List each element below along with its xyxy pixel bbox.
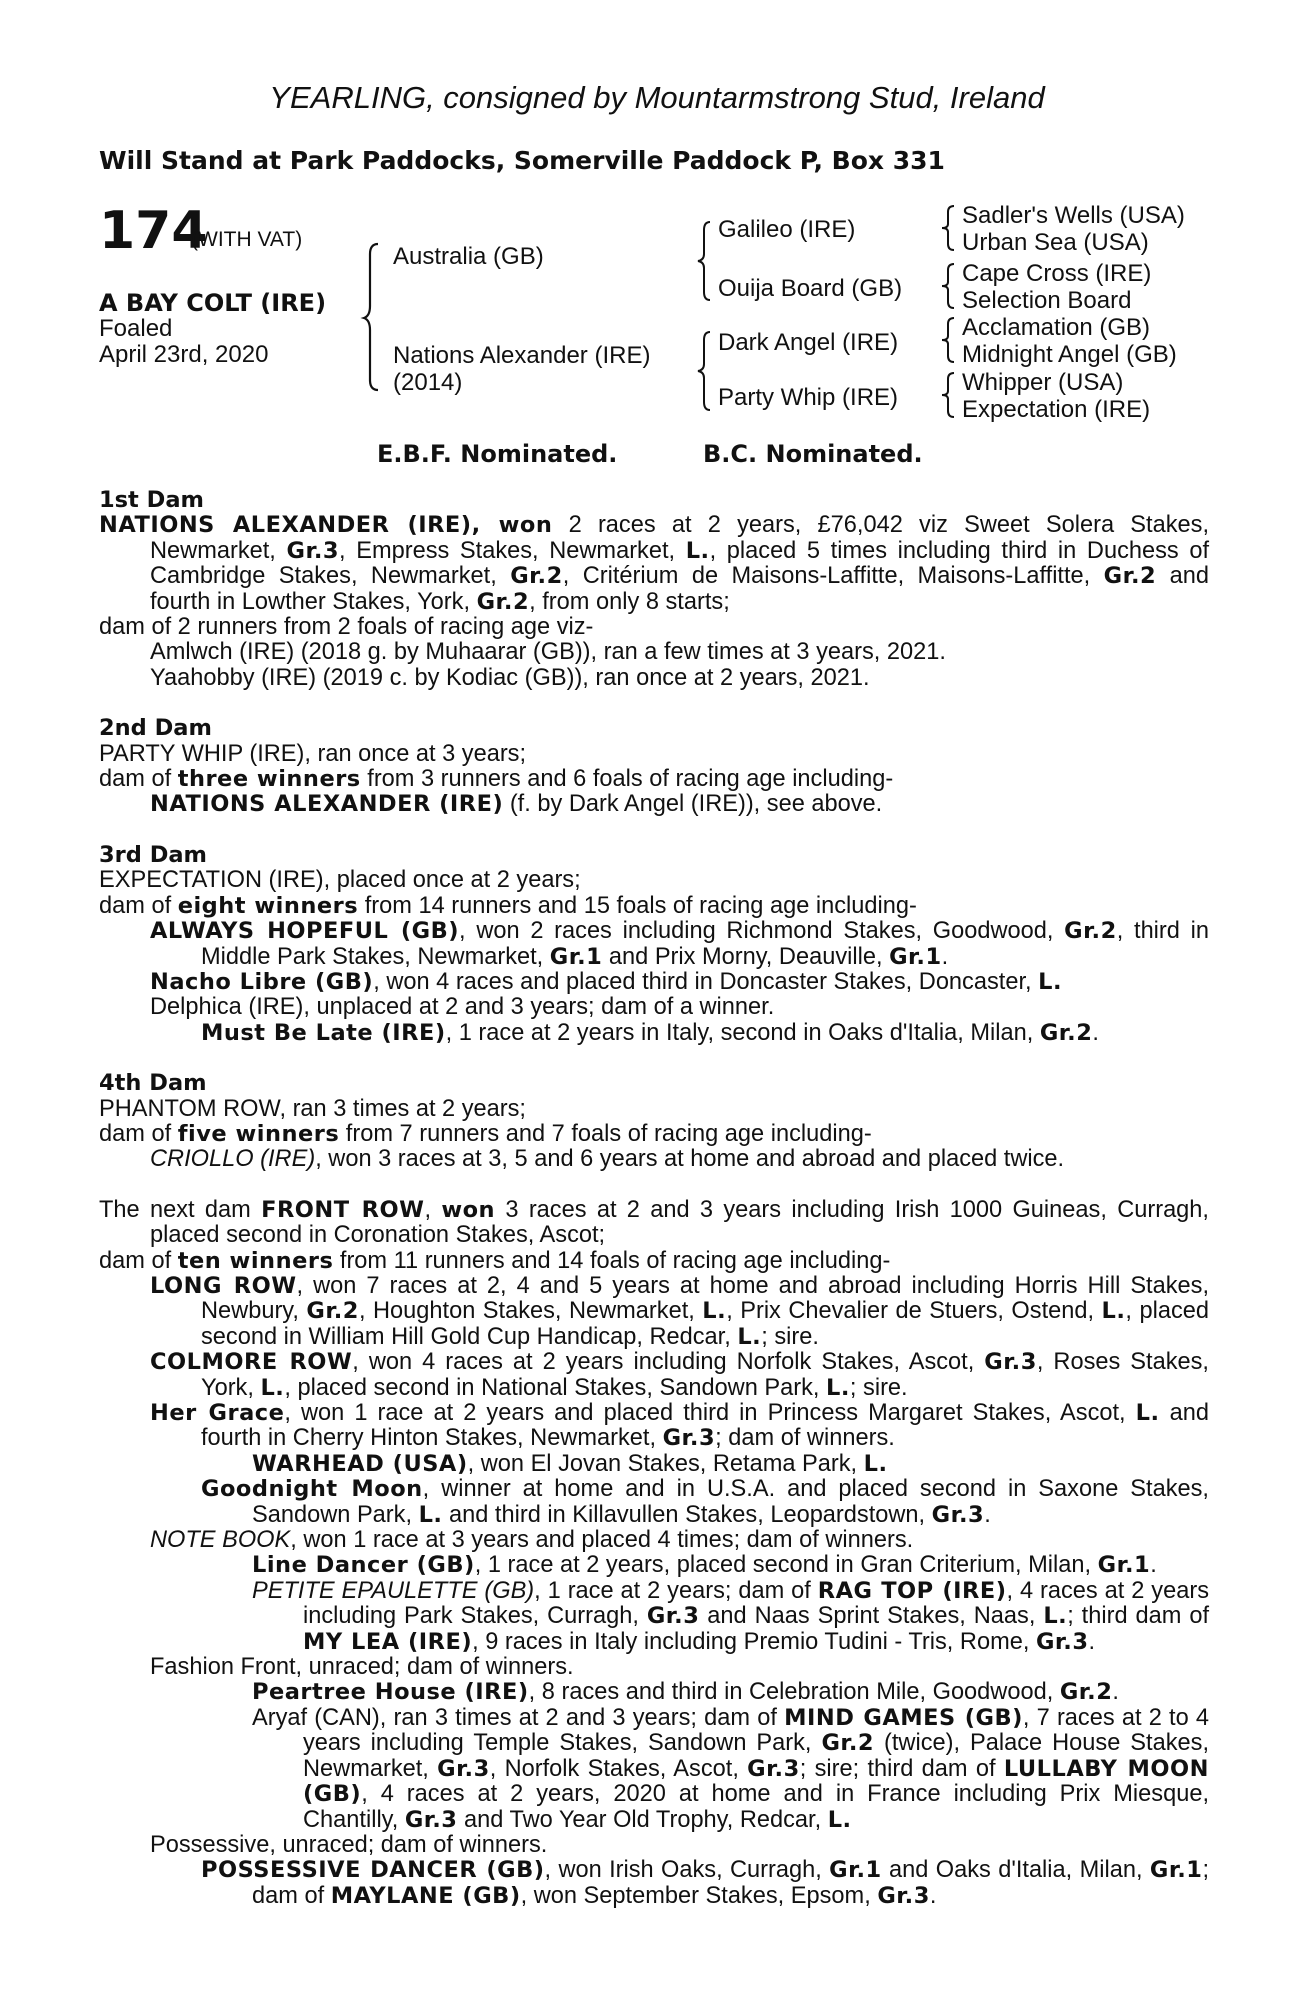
produce-summary: dam of 2 runners from 2 foals of racing age viz- [99, 614, 594, 641]
text-run: Gr.3 [646, 1603, 700, 1630]
text-run: Gr.2 [1039, 1019, 1093, 1046]
lot-description: A BAY COLT (IRE) [99, 289, 327, 317]
text-run: Gr.1 [829, 1857, 882, 1884]
pedigree-gen2: Party Whip (IRE) [718, 384, 899, 411]
text-run: and Naas Sprint Stakes, Naas, [699, 1603, 1044, 1630]
text-run: , winner at home and in U.S.A. and placed second in Saxone Stakes, Sandown Park, [252, 1476, 1209, 1528]
text-run: CRIOLLO (IRE) [150, 1146, 316, 1173]
text-run: Gr.2 [1103, 563, 1157, 590]
text-run: dam of [99, 766, 178, 793]
produce-entry [99, 1553, 1209, 1578]
text-run: Gr.3 [931, 1501, 985, 1528]
text-run: Aryaf (CAN), ran 3 times at 2 and 3 years; dam of [252, 1704, 785, 1731]
produce-entry [99, 1858, 1209, 1909]
dam-entry [99, 513, 1209, 615]
text-run: Must Be Late (IRE) [201, 1019, 446, 1046]
text-run: Gr.2 [1064, 918, 1117, 945]
text-run: , won 1 race at 3 years and placed 4 times; dam of winners. [290, 1527, 914, 1554]
produce-summary [99, 894, 1209, 919]
text-run: L. [1101, 1298, 1126, 1325]
text-run: Gr.3 [877, 1882, 930, 1909]
text-run: , Norfolk Stakes, Ascot, [489, 1755, 748, 1782]
text-run: , Critérium de Maisons-Laffitte, Maisons-Laffitte, [562, 563, 1104, 590]
text-run: , won Irish Oaks, Curragh, [544, 1857, 830, 1884]
text-run: Gr.1 [549, 943, 603, 970]
pedigree-gen2: Ouija Board (GB) [718, 275, 903, 302]
text-run: , won 7 races at 2, 4 and 5 years at home and abroad including Horris Hill Stakes, Newbury, [201, 1272, 1209, 1325]
text-run: LONG ROW [150, 1272, 297, 1299]
text-run: , Roses Stakes, York, [201, 1349, 1209, 1401]
text-run: L. [1043, 1603, 1068, 1630]
text-run: , 7 races at 2 to 4 years including Temple Stakes, Sandown Park, [303, 1704, 1210, 1757]
text-run: , won 3 races at 3, 5 and 6 years at home and abroad and placed twice. [315, 1146, 1065, 1173]
pedigree-gen2: Galileo (IRE) [718, 216, 856, 243]
text-run: ; dam of winners. [715, 1425, 895, 1452]
text-run: . [1112, 1679, 1119, 1706]
text-run: L. [863, 1450, 888, 1477]
text-run: , from only 8 starts; [529, 588, 730, 615]
produce-entry: Possessive, unraced; dam of winners. [150, 1831, 548, 1858]
pedigree-brace [940, 316, 956, 364]
pedigree-brace [362, 242, 382, 392]
text-run: and Prix Morny, Deauville, [602, 943, 890, 970]
produce-entry [99, 1477, 1209, 1528]
text-run: . [929, 1882, 937, 1909]
section-heading: 4th Dam [99, 1070, 207, 1097]
produce-entry [99, 1579, 1209, 1655]
text-run: Goodnight Moon [201, 1476, 423, 1503]
text-run: , won 4 races at 2 years including Norfolk Stakes, Ascot, [352, 1349, 985, 1376]
text-run: COLMORE ROW [150, 1349, 353, 1376]
pedigree-brace [696, 330, 712, 412]
stand-location: Will Stand at Park Paddocks, Somerville Paddock P, Box 331 [99, 146, 945, 175]
text-run: Gr.2 [821, 1730, 875, 1757]
produce-entry [99, 919, 1209, 970]
text-run: Gr.3 [1035, 1628, 1089, 1655]
text-run: Gr.3 [984, 1349, 1037, 1376]
text-run: , Houghton Stakes, Newmarket, [358, 1298, 703, 1325]
text-run: Gr.1 [1149, 1857, 1203, 1884]
text-run: , 1 race at 2 years in Italy, second in Oaks d'Italia, Milan, [445, 1019, 1040, 1046]
text-run: , 4 races at 2 years including Park Stakes, Curragh, [303, 1577, 1209, 1630]
text-run: , 1 race at 2 years; dam of [534, 1577, 818, 1604]
text-run: , Empress Stakes, Newmarket, [339, 537, 686, 564]
text-run: ; dam of [252, 1857, 1209, 1909]
text-run: (twice), Palace House Stakes, Newmarket, [303, 1730, 1209, 1782]
text-run: NATIONS ALEXANDER (IRE), won [99, 512, 553, 539]
dam-entry: PHANTOM ROW, ran 3 times at 2 years; [99, 1095, 526, 1122]
text-run: ALWAYS HOPEFUL (GB) [150, 918, 460, 945]
text-run: L. [418, 1501, 443, 1528]
catalogue-body [99, 488, 1209, 1909]
text-run: ; sire; third dam of [799, 1755, 1004, 1782]
text-run: Gr.3 [437, 1755, 490, 1782]
text-run: from 14 runners and 15 foals of racing age including- [358, 892, 917, 919]
text-run: and fourth in Cherry Hinton Stakes, Newmarket, [201, 1400, 1209, 1452]
text-run: L. [826, 1374, 850, 1401]
text-run: ; sire. [849, 1374, 908, 1401]
text-run: , placed 5 times including third in Duchess of Cambridge Stakes, Newmarket, [150, 537, 1209, 590]
text-run: NATIONS ALEXANDER (IRE) [150, 791, 504, 818]
text-run: , 8 races and third in Celebration Mile, Goodwood, [528, 1679, 1060, 1706]
text-run: , placed second in William Hill Gold Cup Handicap, Redcar, [201, 1298, 1209, 1350]
text-run: L. [702, 1298, 727, 1325]
text-run: The next dam [99, 1196, 262, 1223]
produce-entry [99, 1680, 1209, 1705]
produce-entry [99, 1528, 1209, 1553]
produce-entry: Fashion Front, unraced; dam of winners. [150, 1654, 574, 1681]
pedigree-gen3: Acclamation (GB) [962, 314, 1151, 341]
pedigree-dam: Nations Alexander (IRE) [393, 342, 651, 369]
text-run: L. [1038, 968, 1063, 995]
text-run: from 3 runners and 6 foals of racing age including- [360, 766, 894, 793]
produce-summary [99, 1122, 1209, 1147]
text-run: Gr.3 [286, 537, 340, 564]
pedigree-brace [696, 220, 712, 302]
pedigree-brace [940, 204, 956, 252]
text-run: POSSESSIVE DANCER (GB) [201, 1857, 545, 1884]
text-run: Gr.2 [306, 1298, 359, 1325]
text-run: three winners [177, 766, 361, 793]
pedigree-brace [940, 371, 956, 419]
text-run: NOTE BOOK [150, 1527, 291, 1554]
produce-entry [99, 792, 1209, 817]
foaled-date: April 23rd, 2020 [99, 341, 269, 368]
text-run: from 7 runners and 7 foals of racing age including- [339, 1120, 872, 1147]
text-run: , [424, 1196, 442, 1223]
produce-entry [99, 1401, 1209, 1452]
text-run: from 11 runners and 14 foals of racing age including- [333, 1247, 891, 1274]
text-run: ten winners [177, 1247, 334, 1274]
text-run: , third in Middle Park Stakes, Newmarket, [201, 918, 1209, 970]
produce-entry [99, 1021, 1209, 1046]
pedigree-gen3: Whipper (USA) [962, 369, 1124, 396]
text-run: . [941, 943, 949, 970]
text-run: dam of [99, 1247, 178, 1274]
bc-nominated: B.C. Nominated. [703, 440, 923, 468]
text-run: , Prix Chevalier de Stuers, Ostend, [726, 1298, 1102, 1325]
text-run: Nacho Libre (GB) [150, 968, 374, 995]
text-run: . [1088, 1628, 1096, 1655]
section-heading: 3rd Dam [99, 841, 207, 868]
text-run: and fourth in Lowther Stakes, York, [150, 563, 1209, 615]
text-run: dam of [99, 892, 178, 919]
text-run: ; sire. [761, 1323, 819, 1350]
text-run: WARHEAD (USA) [252, 1450, 468, 1477]
produce-entry: Yaahobby (IRE) (2019 c. by Kodiac (GB)), ran once at 2 years, 2021. [150, 664, 870, 691]
text-run: MIND GAMES (GB) [784, 1704, 1023, 1731]
produce-entry: Amlwch (IRE) (2018 g. by Muhaarar (GB)), ran a few times at 3 years, 2021. [150, 639, 946, 666]
page-title: YEARLING, consigned by Mountarmstrong Stud, Ireland [269, 80, 1045, 115]
text-run: , won El Jovan Stakes, Retama Park, [467, 1450, 864, 1477]
text-run: . [984, 1501, 991, 1528]
pedigree-gen3: Urban Sea (USA) [962, 229, 1149, 256]
ebf-nominated: E.B.F. Nominated. [377, 440, 618, 468]
text-run: five winners [177, 1120, 340, 1147]
text-run: , placed second in National Stakes, Sandown Park, [284, 1374, 827, 1401]
text-run: , 1 race at 2 years, placed second in Gran Criterium, Milan, [474, 1552, 1098, 1579]
text-run: , won 4 races and placed third in Doncaster Stakes, Doncaster, [373, 968, 1039, 995]
produce-entry [99, 1452, 1209, 1477]
text-run: LULLABY MOON (GB) [303, 1755, 1210, 1808]
text-run: L. [685, 537, 710, 564]
produce-entry: Delphica (IRE), unplaced at 2 and 3 years; dam of a winner. [150, 994, 775, 1021]
text-run: L. [827, 1806, 852, 1833]
text-run: , won 1 race at 2 years and placed third in Princess Margaret Stakes, Ascot, [284, 1400, 1136, 1426]
text-run: . [1092, 1019, 1099, 1046]
pedigree-gen3: Midnight Angel (GB) [962, 341, 1177, 368]
text-run: and third in Killavullen Stakes, Leopardstown, [442, 1501, 932, 1528]
produce-summary [99, 767, 1209, 792]
dam-entry [99, 1198, 1209, 1249]
pedigree-gen3: Expectation (IRE) [962, 396, 1151, 423]
pedigree-gen3: Selection Board [962, 287, 1132, 314]
text-run: , 9 races in Italy including Premio Tudini - Tris, Rome, [472, 1628, 1036, 1655]
pedigree-sire: Australia (GB) [393, 243, 544, 270]
dam-entry: EXPECTATION (IRE), placed once at 2 years; [99, 867, 581, 894]
produce-summary [99, 1249, 1209, 1274]
text-run: L. [260, 1374, 285, 1401]
text-run: Gr.1 [1097, 1552, 1151, 1579]
text-run: L. [737, 1323, 762, 1350]
pedigree-gen2: Dark Angel (IRE) [718, 329, 899, 356]
text-run: RAG TOP (IRE) [817, 1577, 1007, 1604]
text-run: Peartree House (IRE) [252, 1679, 529, 1706]
text-run: dam of [99, 1120, 178, 1147]
text-run: ; third dam of [1067, 1603, 1209, 1630]
pedigree-gen3: Cape Cross (IRE) [962, 260, 1152, 287]
text-run: Gr.3 [747, 1755, 800, 1782]
lot-number: 174 [99, 201, 208, 261]
produce-entry [99, 970, 1209, 995]
text-run: 3 races at 2 and 3 years including Irish 1000 Guineas, Curragh, placed second in Coronation Stakes, Ascot; [150, 1196, 1209, 1249]
text-run: Gr.2 [1059, 1679, 1113, 1706]
produce-entry [99, 1147, 1209, 1172]
text-run: and Two Year Old Trophy, Redcar, [457, 1806, 828, 1833]
text-run: Gr.2 [510, 563, 563, 590]
text-run: , 4 races at 2 years, 2020 at home and in France including Prix Miesque, Chantilly, [303, 1781, 1209, 1833]
text-run: Line Dancer (GB) [252, 1552, 475, 1579]
text-run: Gr.3 [662, 1425, 716, 1452]
dam-entry: PARTY WHIP (IRE), ran once at 3 years; [99, 740, 527, 767]
text-run: , won September Stakes, Epsom, [520, 1882, 878, 1909]
pedigree-gen3: Sadler's Wells (USA) [962, 202, 1185, 229]
text-run: PETITE EPAULETTE (GB) [252, 1577, 535, 1604]
pedigree-brace [940, 262, 956, 310]
text-run: Gr.2 [476, 588, 530, 615]
produce-entry [99, 1350, 1209, 1401]
text-run: Gr.1 [889, 943, 942, 970]
text-run: and Oaks d'Italia, Milan, [881, 1857, 1150, 1884]
text-run: FRONT ROW [261, 1196, 425, 1223]
text-run: . [1150, 1552, 1157, 1579]
text-run: (f. by Dark Angel (IRE)), see above. [503, 791, 883, 818]
text-run: MAYLANE (GB) [330, 1882, 521, 1909]
foaled-label: Foaled [99, 315, 173, 342]
vat-note: (WITH VAT) [191, 228, 303, 251]
produce-entry [99, 1274, 1209, 1350]
section-heading: 1st Dam [99, 487, 204, 513]
text-run: MY LEA (IRE) [303, 1628, 473, 1655]
section-heading: 2nd Dam [99, 715, 212, 742]
produce-entry [99, 1706, 1209, 1833]
text-run: , won 2 races including Richmond Stakes, Goodwood, [459, 918, 1065, 945]
text-run: eight winners [177, 892, 359, 919]
text-run: 2 races at 2 years, £76,042 viz Sweet Solera Stakes, Newmarket, [150, 512, 1209, 564]
text-run: Her Grace [150, 1400, 285, 1426]
text-run: Gr.3 [404, 1806, 458, 1833]
pedigree-dam-year: (2014) [393, 369, 463, 396]
text-run: won [441, 1196, 496, 1223]
text-run: L. [1135, 1400, 1160, 1426]
